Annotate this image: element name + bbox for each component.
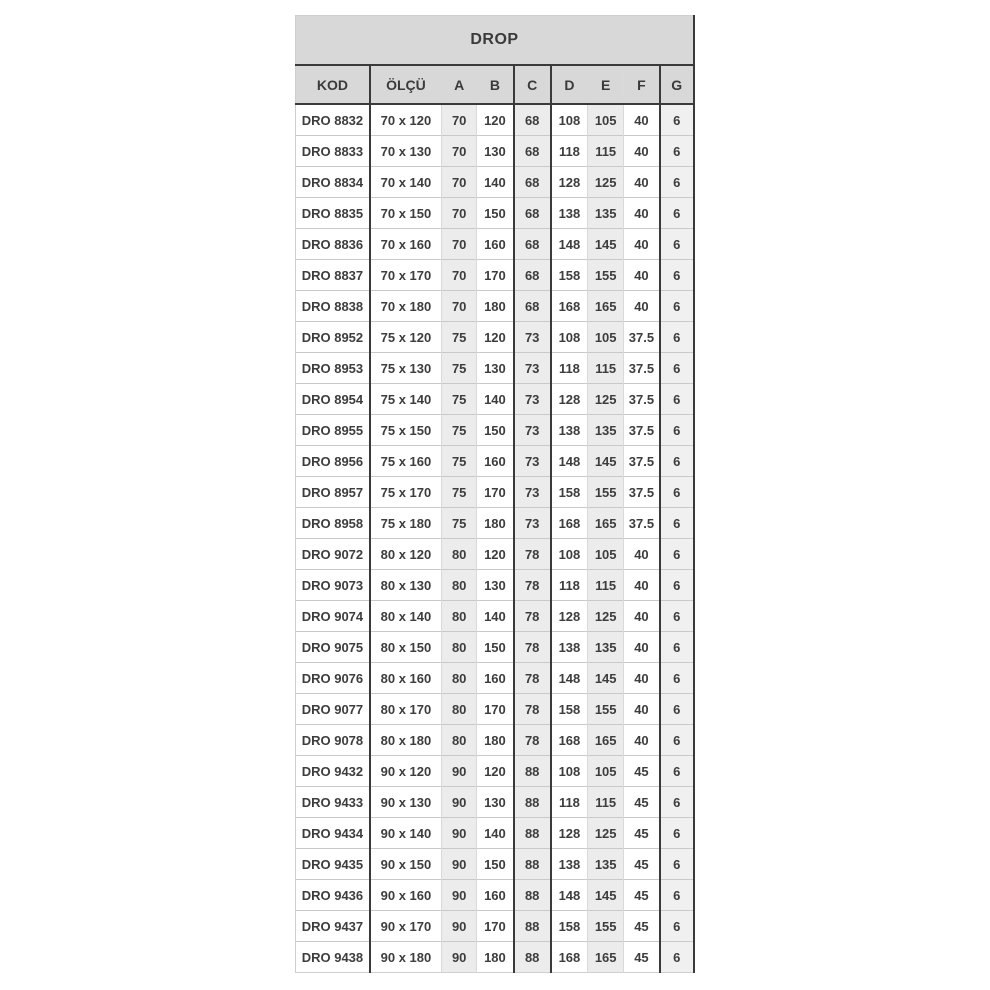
cell-c: 78 [514, 601, 551, 632]
cell-olcu: 80 x 120 [370, 539, 442, 570]
cell-d: 118 [551, 787, 588, 818]
cell-d: 168 [551, 291, 588, 322]
cell-f: 40 [624, 632, 660, 663]
cell-g: 6 [660, 942, 694, 973]
cell-c: 78 [514, 632, 551, 663]
cell-f: 37.5 [624, 322, 660, 353]
cell-f: 40 [624, 694, 660, 725]
cell-olcu: 90 x 150 [370, 849, 442, 880]
cell-olcu: 75 x 150 [370, 415, 442, 446]
table-row [296, 229, 694, 260]
cell-d: 168 [551, 725, 588, 756]
column-header-olcu: ÖLÇÜ [370, 65, 442, 104]
cell-g: 6 [660, 694, 694, 725]
cell-f: 37.5 [624, 508, 660, 539]
cell-e: 165 [588, 725, 624, 756]
cell-olcu: 75 x 120 [370, 322, 442, 353]
cell-d: 108 [551, 539, 588, 570]
cell-d: 118 [551, 353, 588, 384]
table-row [296, 260, 694, 291]
cell-a: 80 [442, 632, 477, 663]
table-row [296, 322, 694, 353]
cell-g: 6 [660, 260, 694, 291]
cell-olcu: 75 x 180 [370, 508, 442, 539]
cell-kod: DRO 9073 [296, 570, 370, 601]
cell-kod: DRO 9075 [296, 632, 370, 663]
cell-g: 6 [660, 229, 694, 260]
cell-b: 160 [477, 663, 514, 694]
cell-a: 70 [442, 198, 477, 229]
cell-c: 68 [514, 229, 551, 260]
cell-d: 118 [551, 570, 588, 601]
table-row [296, 291, 694, 322]
cell-e: 135 [588, 415, 624, 446]
column-header-g: G [660, 65, 694, 104]
cell-d: 138 [551, 632, 588, 663]
cell-kod: DRO 9438 [296, 942, 370, 973]
cell-f: 40 [624, 570, 660, 601]
table-title-row [296, 16, 694, 66]
cell-kod: DRO 8956 [296, 446, 370, 477]
cell-d: 118 [551, 136, 588, 167]
cell-a: 75 [442, 508, 477, 539]
cell-b: 130 [477, 353, 514, 384]
cell-c: 78 [514, 539, 551, 570]
table-row [296, 756, 694, 787]
cell-c: 88 [514, 911, 551, 942]
cell-b: 120 [477, 322, 514, 353]
cell-kod: DRO 9436 [296, 880, 370, 911]
cell-f: 40 [624, 725, 660, 756]
cell-a: 70 [442, 291, 477, 322]
cell-c: 88 [514, 880, 551, 911]
cell-b: 130 [477, 570, 514, 601]
cell-b: 170 [477, 694, 514, 725]
cell-kod: DRO 8953 [296, 353, 370, 384]
cell-b: 180 [477, 725, 514, 756]
cell-kod: DRO 8834 [296, 167, 370, 198]
cell-d: 158 [551, 694, 588, 725]
cell-a: 90 [442, 911, 477, 942]
cell-g: 6 [660, 601, 694, 632]
cell-olcu: 90 x 130 [370, 787, 442, 818]
cell-g: 6 [660, 911, 694, 942]
cell-e: 105 [588, 539, 624, 570]
table-header-row [296, 65, 694, 104]
cell-c: 88 [514, 942, 551, 973]
table-row [296, 136, 694, 167]
cell-b: 140 [477, 818, 514, 849]
cell-e: 135 [588, 632, 624, 663]
cell-olcu: 80 x 180 [370, 725, 442, 756]
column-header-e: E [588, 65, 624, 104]
cell-d: 148 [551, 229, 588, 260]
cell-g: 6 [660, 167, 694, 198]
cell-kod: DRO 8958 [296, 508, 370, 539]
cell-olcu: 70 x 150 [370, 198, 442, 229]
table-row [296, 477, 694, 508]
cell-a: 80 [442, 539, 477, 570]
cell-g: 6 [660, 104, 694, 136]
cell-kod: DRO 9435 [296, 849, 370, 880]
cell-olcu: 75 x 140 [370, 384, 442, 415]
cell-e: 115 [588, 570, 624, 601]
cell-a: 70 [442, 229, 477, 260]
cell-c: 88 [514, 849, 551, 880]
cell-kod: DRO 8957 [296, 477, 370, 508]
cell-a: 80 [442, 725, 477, 756]
cell-kod: DRO 9074 [296, 601, 370, 632]
table-row [296, 694, 694, 725]
cell-g: 6 [660, 539, 694, 570]
cell-b: 180 [477, 508, 514, 539]
cell-d: 108 [551, 104, 588, 136]
cell-g: 6 [660, 849, 694, 880]
cell-f: 40 [624, 198, 660, 229]
cell-g: 6 [660, 570, 694, 601]
cell-g: 6 [660, 880, 694, 911]
cell-c: 88 [514, 818, 551, 849]
cell-e: 115 [588, 353, 624, 384]
cell-a: 80 [442, 601, 477, 632]
cell-kod: DRO 8832 [301, 112, 364, 128]
cell-kod: DRO 9434 [296, 818, 370, 849]
cell-e: 145 [588, 880, 624, 911]
table-row [296, 880, 694, 911]
cell-e: 155 [588, 260, 624, 291]
cell-g: 6 [660, 415, 694, 446]
cell-kod: DRO 8837 [296, 260, 370, 291]
cell-b: 150 [477, 415, 514, 446]
cell-a: 90 [442, 818, 477, 849]
cell-a: 90 [442, 787, 477, 818]
table-row [296, 446, 694, 477]
column-header-d: D [551, 65, 588, 104]
cell-f: 37.5 [624, 384, 660, 415]
cell-b: 140 [477, 601, 514, 632]
cell-olcu: 70 x 180 [370, 291, 442, 322]
cell-e: 135 [588, 849, 624, 880]
cell-a: 90 [442, 756, 477, 787]
cell-b: 150 [477, 198, 514, 229]
cell-b: 170 [477, 260, 514, 291]
cell-e: 145 [588, 446, 624, 477]
table-row [296, 198, 694, 229]
cell-e: 145 [588, 663, 624, 694]
cell-e: 115 [588, 787, 624, 818]
table-row [296, 911, 694, 942]
cell-d: 128 [551, 818, 588, 849]
cell-f: 40 [624, 539, 660, 570]
cell-e: 165 [588, 942, 624, 973]
cell-b: 160 [477, 446, 514, 477]
cell-kod: DRO 8833 [296, 136, 370, 167]
cell-a: 90 [442, 880, 477, 911]
cell-c: 88 [514, 756, 551, 787]
cell-olcu: 80 x 160 [370, 663, 442, 694]
table-row [296, 415, 694, 446]
cell-f: 40 [624, 260, 660, 291]
cell-b: 130 [477, 136, 514, 167]
cell-a: 70 [442, 136, 477, 167]
cell-b: 170 [477, 477, 514, 508]
cell-a: 70 [442, 104, 477, 136]
cell-a: 80 [442, 694, 477, 725]
cell-c: 68 [514, 260, 551, 291]
cell-kod: DRO 8952 [296, 322, 370, 353]
cell-b: 170 [477, 911, 514, 942]
cell-d: 148 [551, 880, 588, 911]
cell-c: 73 [514, 353, 551, 384]
cell-olcu: 70 x 140 [370, 167, 442, 198]
cell-kod: DRO 9432 [296, 756, 370, 787]
cell-d: 158 [551, 260, 588, 291]
cell-a: 75 [442, 353, 477, 384]
cell-f: 45 [624, 849, 660, 880]
cell-b: 130 [477, 787, 514, 818]
cell-e: 105 [588, 756, 624, 787]
cell-e: 155 [588, 694, 624, 725]
column-header-a: A [442, 65, 477, 104]
cell-a: 75 [442, 477, 477, 508]
cell-b: 140 [477, 384, 514, 415]
cell-olcu: 70 x 130 [370, 136, 442, 167]
cell-f: 45 [624, 818, 660, 849]
cell-c: 78 [514, 663, 551, 694]
cell-olcu: 80 x 130 [370, 570, 442, 601]
cell-e: 135 [588, 198, 624, 229]
cell-g: 6 [660, 632, 694, 663]
table-row [296, 353, 694, 384]
cell-c: 78 [514, 694, 551, 725]
cell-f: 40 [624, 136, 660, 167]
cell-g: 6 [660, 136, 694, 167]
column-header-c: C [514, 65, 551, 104]
cell-g: 6 [660, 384, 694, 415]
cell-a: 70 [442, 167, 477, 198]
cell-olcu: 70 x 160 [370, 229, 442, 260]
cell-e: 165 [588, 291, 624, 322]
cell-c: 78 [514, 570, 551, 601]
cell-a: 75 [442, 415, 477, 446]
cell-olcu: 75 x 130 [370, 353, 442, 384]
cell-g: 6 [660, 818, 694, 849]
cell-b: 140 [477, 167, 514, 198]
cell-e: 165 [588, 508, 624, 539]
cell-b: 150 [477, 849, 514, 880]
cell-kod: DRO 8838 [296, 291, 370, 322]
cell-f: 37.5 [624, 477, 660, 508]
cell-b: 150 [477, 632, 514, 663]
cell-e: 125 [588, 384, 624, 415]
cell-f: 40 [624, 663, 660, 694]
cell-olcu: 80 x 170 [370, 694, 442, 725]
cell-g: 6 [660, 663, 694, 694]
cell-b: 120 [477, 104, 514, 136]
cell-e: 155 [588, 477, 624, 508]
cell-c: 73 [514, 446, 551, 477]
cell-kod: DRO 9078 [296, 725, 370, 756]
cell-c: 68 [514, 291, 551, 322]
cell-kod: DRO 8954 [296, 384, 370, 415]
cell-olcu: 75 x 160 [370, 446, 442, 477]
cell-b: 120 [477, 539, 514, 570]
cell-kod: DRO 9077 [296, 694, 370, 725]
cell-a: 70 [442, 260, 477, 291]
cell-g: 6 [660, 353, 694, 384]
cell-b: 160 [477, 229, 514, 260]
cell-olcu: 90 x 120 [370, 756, 442, 787]
table-row [296, 725, 694, 756]
cell-kod: DRO 9072 [296, 539, 370, 570]
cell-c: 68 [514, 167, 551, 198]
cell-g: 6 [660, 756, 694, 787]
table-row [296, 384, 694, 415]
cell-d: 148 [551, 663, 588, 694]
cell-f: 45 [624, 880, 660, 911]
cell-d: 158 [551, 477, 588, 508]
cell-e: 105 [588, 322, 624, 353]
cell-c: 73 [514, 508, 551, 539]
cell-c: 73 [514, 384, 551, 415]
cell-a: 80 [442, 663, 477, 694]
cell-olcu: 75 x 170 [370, 477, 442, 508]
cell-c: 78 [514, 725, 551, 756]
table-row [296, 167, 694, 198]
cell-a: 80 [442, 570, 477, 601]
cell-f: 40 [624, 601, 660, 632]
cell-f: 37.5 [624, 446, 660, 477]
cell-g: 6 [660, 725, 694, 756]
cell-olcu: 80 x 150 [370, 632, 442, 663]
table-row [296, 942, 694, 973]
cell-c: 88 [514, 787, 551, 818]
drop-spec-table [295, 15, 695, 973]
cell-olcu: 70 x 170 [370, 260, 442, 291]
cell-d: 138 [551, 198, 588, 229]
cell-f: 45 [624, 787, 660, 818]
cell-olcu: 70 x 120 [370, 104, 442, 136]
cell-g: 6 [660, 291, 694, 322]
cell-f: 45 [624, 942, 660, 973]
cell-c: 73 [514, 322, 551, 353]
table-body [296, 104, 694, 973]
cell-olcu: 90 x 140 [370, 818, 442, 849]
cell-kod: DRO 8955 [296, 415, 370, 446]
cell-olcu: 90 x 180 [370, 942, 442, 973]
cell-f: 40 [624, 291, 660, 322]
cell-e: 105 [588, 104, 624, 136]
cell-f: 40 [624, 104, 660, 136]
column-header-f: F [624, 65, 660, 104]
cell-c: 68 [514, 104, 551, 136]
table-row [296, 849, 694, 880]
cell-b: 180 [477, 291, 514, 322]
cell-olcu: 90 x 160 [370, 880, 442, 911]
cell-c: 68 [514, 198, 551, 229]
cell-kod: DRO 9076 [296, 663, 370, 694]
table-row [296, 632, 694, 663]
cell-a: 75 [442, 446, 477, 477]
table-row [296, 601, 694, 632]
cell-f: 45 [624, 756, 660, 787]
cell-f: 45 [624, 911, 660, 942]
cell-d: 108 [551, 322, 588, 353]
cell-a: 90 [442, 849, 477, 880]
cell-a: 75 [442, 322, 477, 353]
cell-f: 37.5 [624, 415, 660, 446]
cell-olcu: 80 x 140 [370, 601, 442, 632]
cell-c: 73 [514, 477, 551, 508]
column-header-kod: KOD [296, 65, 370, 104]
cell-e: 125 [588, 601, 624, 632]
cell-b: 120 [477, 756, 514, 787]
cell-g: 6 [660, 322, 694, 353]
cell-e: 115 [588, 136, 624, 167]
table-row [296, 539, 694, 570]
table-row [296, 104, 694, 136]
cell-f: 40 [624, 229, 660, 260]
cell-g: 6 [660, 198, 694, 229]
cell-d: 168 [551, 942, 588, 973]
cell-g: 6 [660, 787, 694, 818]
table-row [296, 570, 694, 601]
cell-kod: DRO 8836 [296, 229, 370, 260]
cell-d: 128 [551, 384, 588, 415]
cell-d: 108 [551, 756, 588, 787]
cell-g: 6 [660, 508, 694, 539]
table-row [296, 787, 694, 818]
cell-c: 68 [514, 136, 551, 167]
cell-c: 73 [514, 415, 551, 446]
cell-d: 128 [551, 167, 588, 198]
table-row [296, 818, 694, 849]
cell-e: 125 [588, 167, 624, 198]
cell-d: 138 [551, 849, 588, 880]
cell-olcu: 90 x 170 [370, 911, 442, 942]
cell-f: 37.5 [624, 353, 660, 384]
cell-kod: DRO 8835 [296, 198, 370, 229]
cell-a: 90 [442, 942, 477, 973]
cell-e: 125 [588, 818, 624, 849]
table-title: DROP [296, 16, 694, 66]
cell-d: 128 [551, 601, 588, 632]
table-row [296, 508, 694, 539]
cell-kod: DRO 9433 [296, 787, 370, 818]
cell-b: 180 [477, 942, 514, 973]
table-row [296, 663, 694, 694]
cell-d: 158 [551, 911, 588, 942]
cell-d: 138 [551, 415, 588, 446]
column-header-b: B [477, 65, 514, 104]
cell-b: 160 [477, 880, 514, 911]
cell-f: 40 [624, 167, 660, 198]
cell-d: 168 [551, 508, 588, 539]
cell-g: 6 [660, 477, 694, 508]
cell-d: 148 [551, 446, 588, 477]
cell-e: 155 [588, 911, 624, 942]
cell-kod: DRO 9437 [296, 911, 370, 942]
cell-e: 145 [588, 229, 624, 260]
cell-a: 75 [442, 384, 477, 415]
cell-g: 6 [660, 446, 694, 477]
